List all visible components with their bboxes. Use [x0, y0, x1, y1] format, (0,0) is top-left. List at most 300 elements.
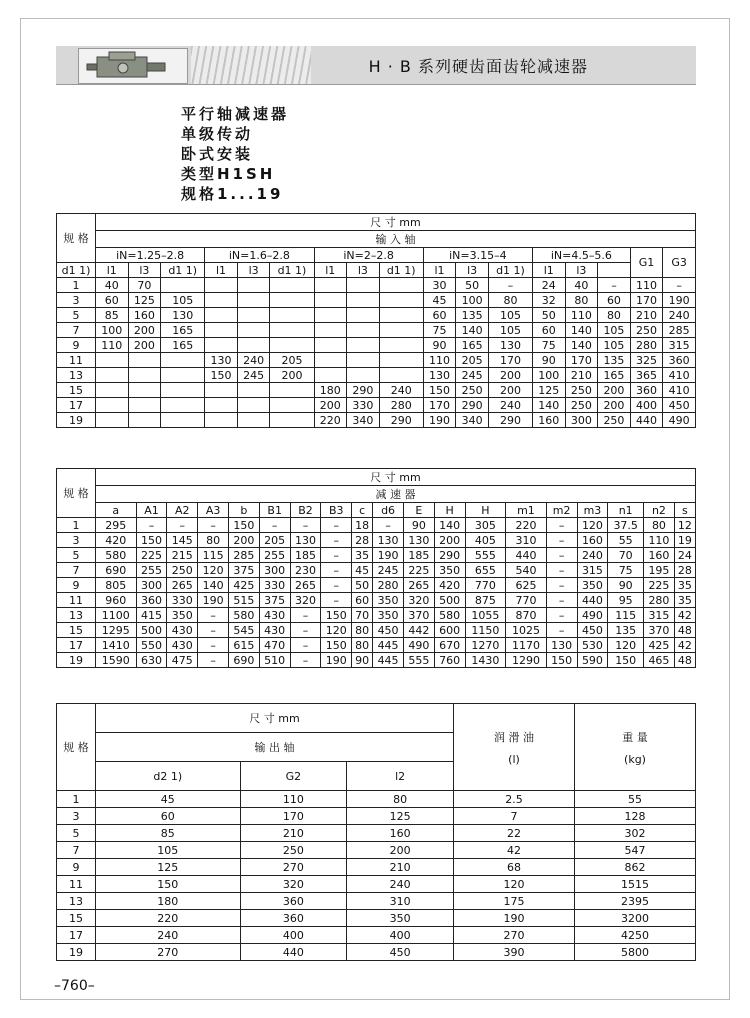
table-cell: 360	[240, 893, 347, 910]
table-cell: 655	[465, 563, 506, 578]
size-cell: 15	[57, 383, 96, 398]
size-cell: 13	[57, 608, 96, 623]
table-cell: 375	[228, 563, 259, 578]
table-cell: 360	[136, 593, 167, 608]
table-cell	[205, 308, 238, 323]
column-header: b	[228, 503, 259, 518]
table-cell: 1100	[96, 608, 137, 623]
size-cell: 9	[57, 338, 96, 353]
table-cell: 300	[565, 413, 598, 428]
table-cell: 7	[454, 808, 575, 825]
table-cell: 190	[373, 548, 404, 563]
table-cell: –	[290, 608, 321, 623]
table-row	[57, 278, 696, 293]
table-cell: 200	[488, 383, 532, 398]
table-cell: 4250	[575, 927, 696, 944]
table-cell: 280	[379, 398, 423, 413]
table-row	[57, 859, 696, 876]
column-header: m2	[546, 503, 577, 518]
table-cell: 190	[663, 293, 696, 308]
table-cell: 1150	[465, 623, 506, 638]
table-cell: 160	[577, 533, 608, 548]
table-cell: 105	[488, 323, 532, 338]
table-cell: 862	[575, 859, 696, 876]
table-cell: 90	[533, 353, 566, 368]
table-cell: 24	[533, 278, 566, 293]
table-cell: 205	[259, 533, 290, 548]
table-cell: 60	[352, 593, 373, 608]
heading-line: 类型H1SH	[181, 165, 276, 183]
output-shaft-table	[56, 703, 696, 961]
table-cell: 1515	[575, 876, 696, 893]
ratio-header: iN=1.6–2.8	[205, 248, 314, 263]
table-cell	[96, 353, 129, 368]
table-cell	[237, 278, 270, 293]
table-cell: 42	[674, 608, 695, 623]
table-cell: 280	[644, 593, 675, 608]
table-cell: 68	[454, 859, 575, 876]
table-cell: 160	[533, 413, 566, 428]
table-row	[57, 623, 696, 638]
table-row	[57, 293, 696, 308]
table-cell	[314, 308, 347, 323]
table-cell: 55	[608, 533, 644, 548]
column-header: G2	[240, 762, 347, 791]
column-header: m1	[506, 503, 547, 518]
size-cell: 1	[57, 278, 96, 293]
table-cell: 320	[403, 593, 434, 608]
table-cell	[379, 353, 423, 368]
table-cell: 245	[237, 368, 270, 383]
table-cell: 580	[434, 608, 465, 623]
size-cell: 11	[57, 876, 96, 893]
column-header: m3	[577, 503, 608, 518]
table-cell: –	[546, 548, 577, 563]
table-cell: 180	[96, 893, 241, 910]
table-cell	[379, 293, 423, 308]
table-cell: –	[321, 578, 352, 593]
table-cell	[205, 278, 238, 293]
table-cell: –	[290, 638, 321, 653]
ratio-header: iN=2–2.8	[314, 248, 423, 263]
table-cell: 100	[96, 323, 129, 338]
table-cell: 770	[465, 578, 506, 593]
table-cell: 690	[228, 653, 259, 668]
group-header: 输 出 轴	[96, 733, 454, 762]
table-cell: 405	[465, 533, 506, 548]
size-cell: 5	[57, 825, 96, 842]
table-row	[57, 638, 696, 653]
table-cell: 70	[608, 548, 644, 563]
table-cell: 960	[96, 593, 137, 608]
table-cell: 320	[290, 593, 321, 608]
table-cell: 100	[533, 368, 566, 383]
column-header: d1 1)	[57, 263, 96, 278]
table-cell: 125	[533, 383, 566, 398]
table-cell: 250	[456, 383, 489, 398]
table-cell: –	[546, 623, 577, 638]
table-cell: 160	[644, 548, 675, 563]
table-cell: 48	[674, 653, 695, 668]
table-cell: 75	[423, 323, 456, 338]
table-cell: 420	[96, 533, 137, 548]
table-cell: 105	[598, 323, 631, 338]
table-cell: 445	[373, 638, 404, 653]
table-cell: 130	[290, 533, 321, 548]
table-cell: 75	[533, 338, 566, 353]
table-cell: 360	[663, 353, 696, 368]
table-cell: 360	[630, 383, 663, 398]
table-cell: 90	[403, 518, 434, 533]
table-cell: –	[488, 278, 532, 293]
table-cell	[161, 398, 205, 413]
table-cell: 150	[321, 608, 352, 623]
table-cell: 590	[577, 653, 608, 668]
table-cell: 550	[136, 638, 167, 653]
table-cell: 200	[128, 338, 161, 353]
ratio-header: iN=1.25–2.8	[96, 248, 205, 263]
table-cell: 442	[403, 623, 434, 638]
table-cell: 125	[347, 808, 454, 825]
table-cell	[237, 398, 270, 413]
table-cell: 490	[577, 608, 608, 623]
table-cell: 330	[167, 593, 198, 608]
table-cell	[314, 293, 347, 308]
table-cell	[128, 368, 161, 383]
column-header: l3	[565, 263, 598, 278]
column-header: d1 1)	[161, 263, 205, 278]
table-row	[57, 398, 696, 413]
table-cell	[237, 383, 270, 398]
table-cell: 350	[577, 578, 608, 593]
table-cell: 210	[347, 859, 454, 876]
table-cell: 110	[96, 338, 129, 353]
table-cell: 150	[546, 653, 577, 668]
table-cell: 45	[96, 791, 241, 808]
table-cell: 160	[128, 308, 161, 323]
table-cell: 140	[198, 578, 229, 593]
column-header: A1	[136, 503, 167, 518]
weight-unit: (kg)	[624, 752, 646, 766]
table-cell: 105	[96, 842, 241, 859]
size-cell: 17	[57, 398, 96, 413]
table-cell: 415	[136, 608, 167, 623]
size-cell: 1	[57, 518, 96, 533]
table-cell: 245	[456, 368, 489, 383]
table-cell: 28	[352, 533, 373, 548]
input-shaft-table	[56, 213, 696, 428]
table-cell: 870	[506, 608, 547, 623]
table-cell: –	[321, 533, 352, 548]
table-cell	[96, 368, 129, 383]
table-cell: 430	[259, 608, 290, 623]
size-cell: 3	[57, 808, 96, 825]
table-cell: 290	[347, 383, 380, 398]
size-cell: 19	[57, 944, 96, 961]
oil-header	[454, 704, 575, 791]
table-row	[57, 353, 696, 368]
table-cell: 135	[456, 308, 489, 323]
table-cell: 120	[321, 623, 352, 638]
table-cell: 35	[352, 548, 373, 563]
table-cell	[314, 338, 347, 353]
table-cell	[347, 338, 380, 353]
table-cell	[379, 278, 423, 293]
table-cell: 250	[630, 323, 663, 338]
headings-block	[181, 104, 289, 204]
table-cell: 135	[608, 623, 644, 638]
table-cell: 80	[565, 293, 598, 308]
table-cell: 500	[136, 623, 167, 638]
table-row	[57, 563, 696, 578]
table-cell: 205	[456, 353, 489, 368]
column-header: d1 1)	[270, 263, 314, 278]
table-cell: 1270	[465, 638, 506, 653]
table-cell: 490	[663, 413, 696, 428]
table-cell: 200	[598, 383, 631, 398]
g3-header: G3	[663, 248, 696, 278]
table-cell: –	[546, 593, 577, 608]
table-cell: 430	[167, 638, 198, 653]
table-cell	[314, 368, 347, 383]
table-cell: 80	[352, 623, 373, 638]
table-cell	[270, 383, 314, 398]
table-cell: 350	[434, 563, 465, 578]
table-cell	[347, 323, 380, 338]
table-cell: 330	[259, 578, 290, 593]
size-cell: 7	[57, 563, 96, 578]
table-cell: 210	[565, 368, 598, 383]
table-row	[57, 927, 696, 944]
table-cell: 140	[533, 398, 566, 413]
table-cell: 760	[434, 653, 465, 668]
table-cell: 375	[259, 593, 290, 608]
table-cell: 440	[630, 413, 663, 428]
table-cell: 315	[663, 338, 696, 353]
table-cell: 50	[533, 308, 566, 323]
size-cell: 19	[57, 653, 96, 668]
table-cell: –	[198, 638, 229, 653]
ratio-header: iN=3.15–4	[423, 248, 532, 263]
table-cell: 330	[347, 398, 380, 413]
size-cell: 15	[57, 910, 96, 927]
table-cell	[205, 338, 238, 353]
heading-line: 平行轴减速器	[181, 105, 290, 123]
table-cell: 200	[434, 533, 465, 548]
table-cell: –	[546, 518, 577, 533]
table-cell: –	[136, 518, 167, 533]
table-cell: 515	[228, 593, 259, 608]
table-cell: 280	[373, 578, 404, 593]
table-cell: 195	[644, 563, 675, 578]
table-cell: 245	[373, 563, 404, 578]
size-cell: 13	[57, 893, 96, 910]
table-cell: –	[198, 623, 229, 638]
table-row	[57, 518, 696, 533]
table-cell: 670	[434, 638, 465, 653]
table-cell: 32	[533, 293, 566, 308]
table-cell: 805	[96, 578, 137, 593]
table-cell: –	[290, 653, 321, 668]
column-header: H	[465, 503, 506, 518]
table-cell: 42	[674, 638, 695, 653]
table-cell: 200	[270, 368, 314, 383]
table-cell: 28	[674, 563, 695, 578]
column-header: B1	[259, 503, 290, 518]
table-cell: 270	[240, 859, 347, 876]
ratio-header: iN=4.5–5.6	[533, 248, 631, 263]
table-cell: 120	[608, 638, 644, 653]
dimension-header: 尺 寸 mm	[96, 704, 454, 733]
table-cell: 200	[314, 398, 347, 413]
table-cell: 370	[403, 608, 434, 623]
size-cell: 3	[57, 293, 96, 308]
size-cell: 19	[57, 413, 96, 428]
table-cell: 110	[423, 353, 456, 368]
table-cell: 400	[347, 927, 454, 944]
table-cell: 270	[454, 927, 575, 944]
table-cell	[96, 413, 129, 428]
table-cell: 50	[456, 278, 489, 293]
column-header: l1	[205, 263, 238, 278]
table-cell: 300	[136, 578, 167, 593]
table-cell: 240	[577, 548, 608, 563]
table-cell: 185	[403, 548, 434, 563]
table-cell: 240	[488, 398, 532, 413]
table-cell	[161, 413, 205, 428]
table-cell: 115	[198, 548, 229, 563]
table-row	[57, 791, 696, 808]
table-cell	[379, 308, 423, 323]
table-cell: –	[198, 653, 229, 668]
banner-title: H · B 系列硬齿面齿轮减速器	[368, 57, 588, 76]
table-cell: 165	[161, 323, 205, 338]
table-cell: 200	[488, 368, 532, 383]
table-cell: 440	[506, 548, 547, 563]
table-cell: 70	[128, 278, 161, 293]
table-row	[57, 533, 696, 548]
table-cell: 290	[456, 398, 489, 413]
column-header: d1 1)	[488, 263, 532, 278]
table-cell: 130	[205, 353, 238, 368]
table-cell	[270, 278, 314, 293]
table-cell: 30	[423, 278, 456, 293]
table-cell	[205, 323, 238, 338]
table-cell: 19	[674, 533, 695, 548]
table-cell: 625	[506, 578, 547, 593]
table-cell	[314, 323, 347, 338]
table-cell: 290	[488, 413, 532, 428]
table-cell: 325	[630, 353, 663, 368]
table-cell: 40	[96, 278, 129, 293]
table-cell: 105	[488, 308, 532, 323]
table-cell: 140	[565, 338, 598, 353]
table-cell: 60	[533, 323, 566, 338]
table-cell: 55	[575, 791, 696, 808]
table-row	[57, 338, 696, 353]
table-cell: 150	[205, 368, 238, 383]
table-cell: 90	[608, 578, 644, 593]
table-row	[57, 548, 696, 563]
table-cell: 220	[506, 518, 547, 533]
table-cell	[161, 353, 205, 368]
table-cell: 615	[228, 638, 259, 653]
table-cell: 350	[347, 910, 454, 927]
table-cell	[128, 398, 161, 413]
table-cell: 215	[167, 548, 198, 563]
table-cell: 555	[465, 548, 506, 563]
table-cell: 135	[598, 353, 631, 368]
table-cell: 210	[240, 825, 347, 842]
table-cell: 200	[228, 533, 259, 548]
table-cell: 450	[663, 398, 696, 413]
size-cell: 5	[57, 548, 96, 563]
table-cell: 150	[321, 638, 352, 653]
table-cell: 170	[240, 808, 347, 825]
table-row	[57, 876, 696, 893]
table-cell: 165	[598, 368, 631, 383]
table-cell: 75	[608, 563, 644, 578]
table-cell: 80	[598, 308, 631, 323]
weight-label: 重 量	[622, 730, 648, 744]
table-cell	[128, 353, 161, 368]
table-cell: 205	[270, 353, 314, 368]
table-cell: 690	[96, 563, 137, 578]
table-cell: 630	[136, 653, 167, 668]
table-cell: 190	[454, 910, 575, 927]
table-cell: 490	[403, 638, 434, 653]
oil-unit: (l)	[508, 752, 520, 766]
table-cell: 165	[161, 338, 205, 353]
table-cell: –	[167, 518, 198, 533]
table-cell: 50	[352, 578, 373, 593]
size-cell: 17	[57, 927, 96, 944]
table-cell: 85	[96, 308, 129, 323]
table-cell: 1295	[96, 623, 137, 638]
table-cell: 240	[379, 383, 423, 398]
table-cell: 200	[598, 398, 631, 413]
table-cell: 80	[347, 791, 454, 808]
table-cell: 190	[423, 413, 456, 428]
table-cell: 5800	[575, 944, 696, 961]
table-cell: 115	[608, 608, 644, 623]
table-cell: –	[598, 278, 631, 293]
table-cell: 510	[259, 653, 290, 668]
table-cell: 48	[674, 623, 695, 638]
table-cell: 255	[136, 563, 167, 578]
table-cell: 12	[674, 518, 695, 533]
table-row	[57, 578, 696, 593]
column-header: H	[434, 503, 465, 518]
column-header: B2	[290, 503, 321, 518]
table-cell: 35	[674, 578, 695, 593]
table-cell: 340	[347, 413, 380, 428]
table-cell: –	[290, 623, 321, 638]
table-cell: 360	[240, 910, 347, 927]
table-cell: 60	[423, 308, 456, 323]
table-cell	[314, 278, 347, 293]
column-header: l1	[423, 263, 456, 278]
table-cell: –	[321, 563, 352, 578]
table-row	[57, 944, 696, 961]
column-header: a	[96, 503, 137, 518]
table-cell: 390	[454, 944, 575, 961]
table-row	[57, 383, 696, 398]
banner-decoration	[191, 46, 311, 84]
table-cell	[96, 383, 129, 398]
table-cell: 250	[240, 842, 347, 859]
column-header: d2 1)	[96, 762, 241, 791]
